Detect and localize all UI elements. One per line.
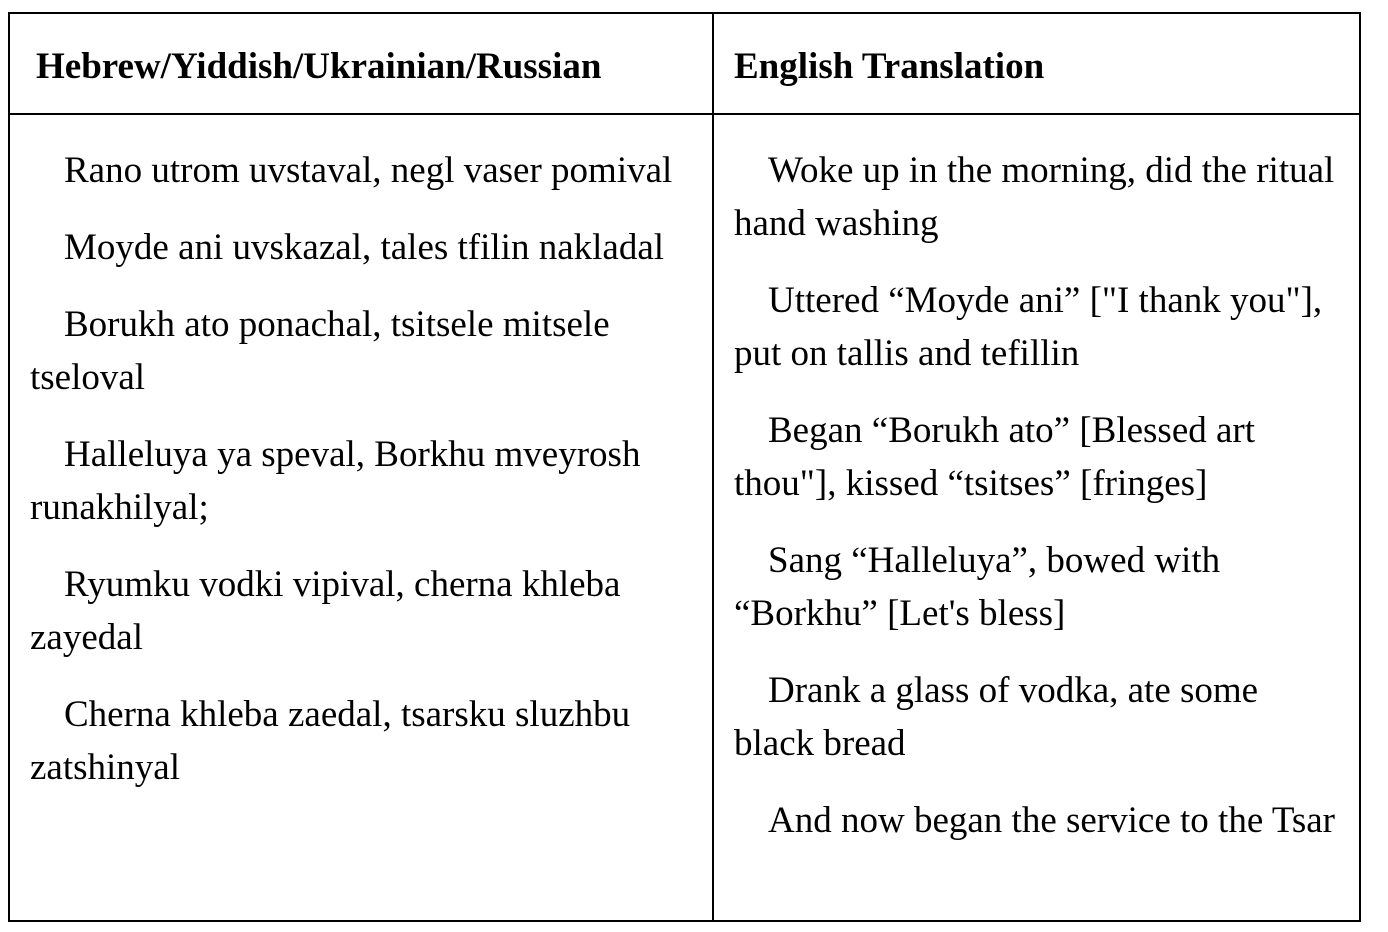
translation-cell-5: Drank a glass of vodka, ate some black bread bbox=[734, 670, 1259, 764]
header-divider bbox=[10, 113, 1359, 115]
translation-cell-1: Woke up in the morning, did the ritual hand washing bbox=[734, 150, 1335, 244]
original-cell-6: Cherna khleba zaedal, tsarsku sluzhbu zatshinyal bbox=[30, 694, 631, 788]
header-original-language: Hebrew/Yiddish/Ukrainian/Russian bbox=[36, 46, 602, 87]
original-cell-3: Borukh ato ponachal, tsitsele mitsele tseloval bbox=[30, 304, 610, 398]
original-column bbox=[30, 144, 702, 818]
translation-cell-4: Sang “Halleluya”, bowed with “Borkhu” [Let's bless] bbox=[734, 540, 1221, 634]
header-english-translation: English Translation bbox=[734, 46, 1045, 87]
original-cell-5: Ryumku vodki vipival, cherna khleba zayedal bbox=[30, 564, 621, 658]
translation-column bbox=[734, 144, 1344, 871]
original-cell-4: Halleluya ya speval, Borkhu mveyrosh runakhilyal; bbox=[30, 434, 641, 528]
column-divider bbox=[712, 14, 714, 920]
translation-cell-3: Began “Borukh ato” [Blessed art thou"], kissed “tsitses” [fringes] bbox=[734, 410, 1256, 504]
translation-table bbox=[8, 12, 1361, 922]
original-cell-1: Rano utrom uvstaval, negl vaser pomival bbox=[64, 150, 673, 191]
original-cell-2: Moyde ani uvskazal, tales tfilin nakladal bbox=[64, 227, 665, 268]
translation-cell-2: Uttered “Moyde ani” ["I thank you"], put on tallis and tefillin bbox=[734, 280, 1323, 374]
translation-cell-6: And now began the service to the Tsar bbox=[768, 800, 1335, 841]
